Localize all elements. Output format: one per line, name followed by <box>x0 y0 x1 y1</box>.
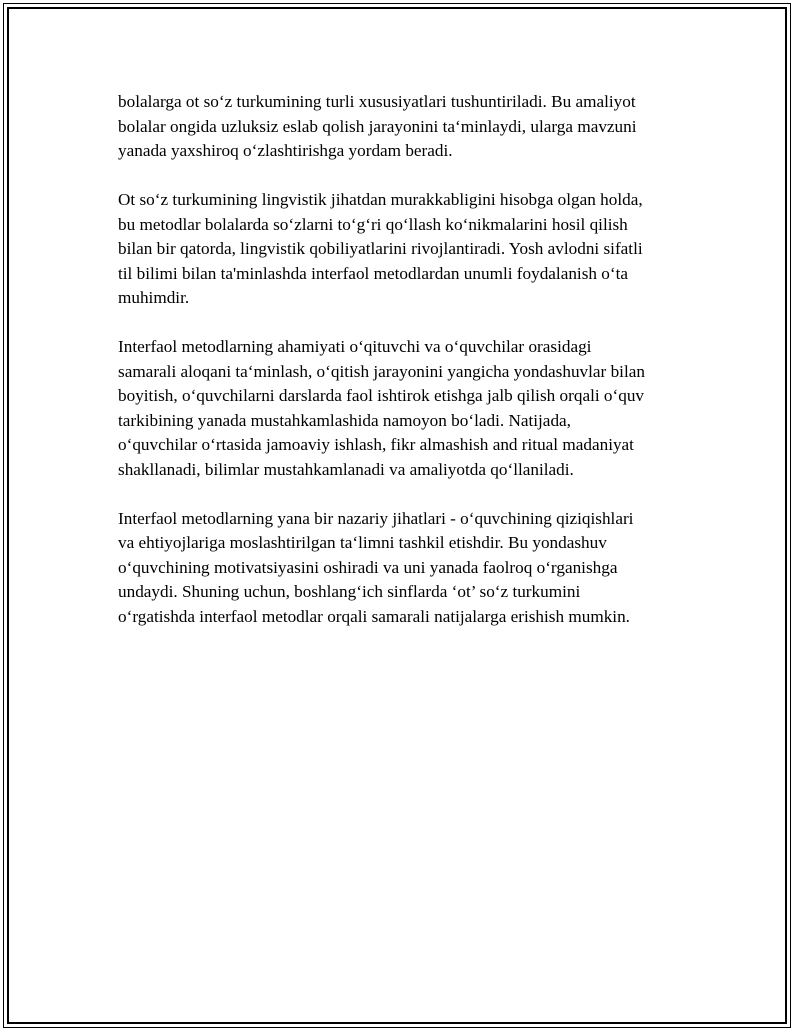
paragraph-2: Ot so‘z turkumining lingvistik jihatdan murakkabligini hisobga olgan holda, bu metodlar bolalarda so‘zlarni to‘g‘ri qo‘llash ko‘nikmalarini hosil qilish bilan bir qatorda, lingvistik qobiliyatlarini rivojlantiradi. Yosh avlodni sifatli til bilimi bilan ta'minlashda interfaol metodlardan unumli foydalanish o‘ta muhimdir. <box>118 190 643 307</box>
paragraph-4: Interfaol metodlarning yana bir nazariy jihatlari - o‘quvchining qiziqishlari va ehtiyojlariga moslashtirilgan ta‘limni tashkil etishdir. Bu yondashuv o‘quvchining motivatsiyasini oshiradi va uni yanada faolroq o‘rganishga undaydi. Shuning uchun, boshlang‘ich sinflarda ‘ot’ so‘z turkumini o‘rgatishda interfaol metodlar orqali samarali natijalarga erishish mumkin. <box>118 508 634 626</box>
paragraph-1: bolalarga ot so‘z turkumining turli xususiyatlari tushuntiriladi. Bu amaliyot bolalar ongida uzluksiz eslab qolish jarayonini ta‘minlaydi, ularga mavzuni yanada yaxshiroq o‘zlashtirishga yordam beradi. <box>118 92 637 160</box>
document-body <box>118 90 688 654</box>
paragraph-3: Interfaol metodlarning ahamiyati o‘qituvchi va o‘quvchilar orasidagi samarali aloqani ta‘minlash, o‘qitish jarayonini yangicha yondashuvlar bilan boyitish, o‘quvchilarni darslarda faol ishtirok etishga jalb qilish orqali o‘quv tarkibining yanada mustahkamlashida namoyon bo‘ladi. Natijada, o‘quvchilar o‘rtasida jamoaviy ishlash, fikr almashish and ritual madaniyat shakllanadi, bilimlar mustahkamlanadi va amaliyotda qo‘llaniladi. <box>118 337 645 479</box>
